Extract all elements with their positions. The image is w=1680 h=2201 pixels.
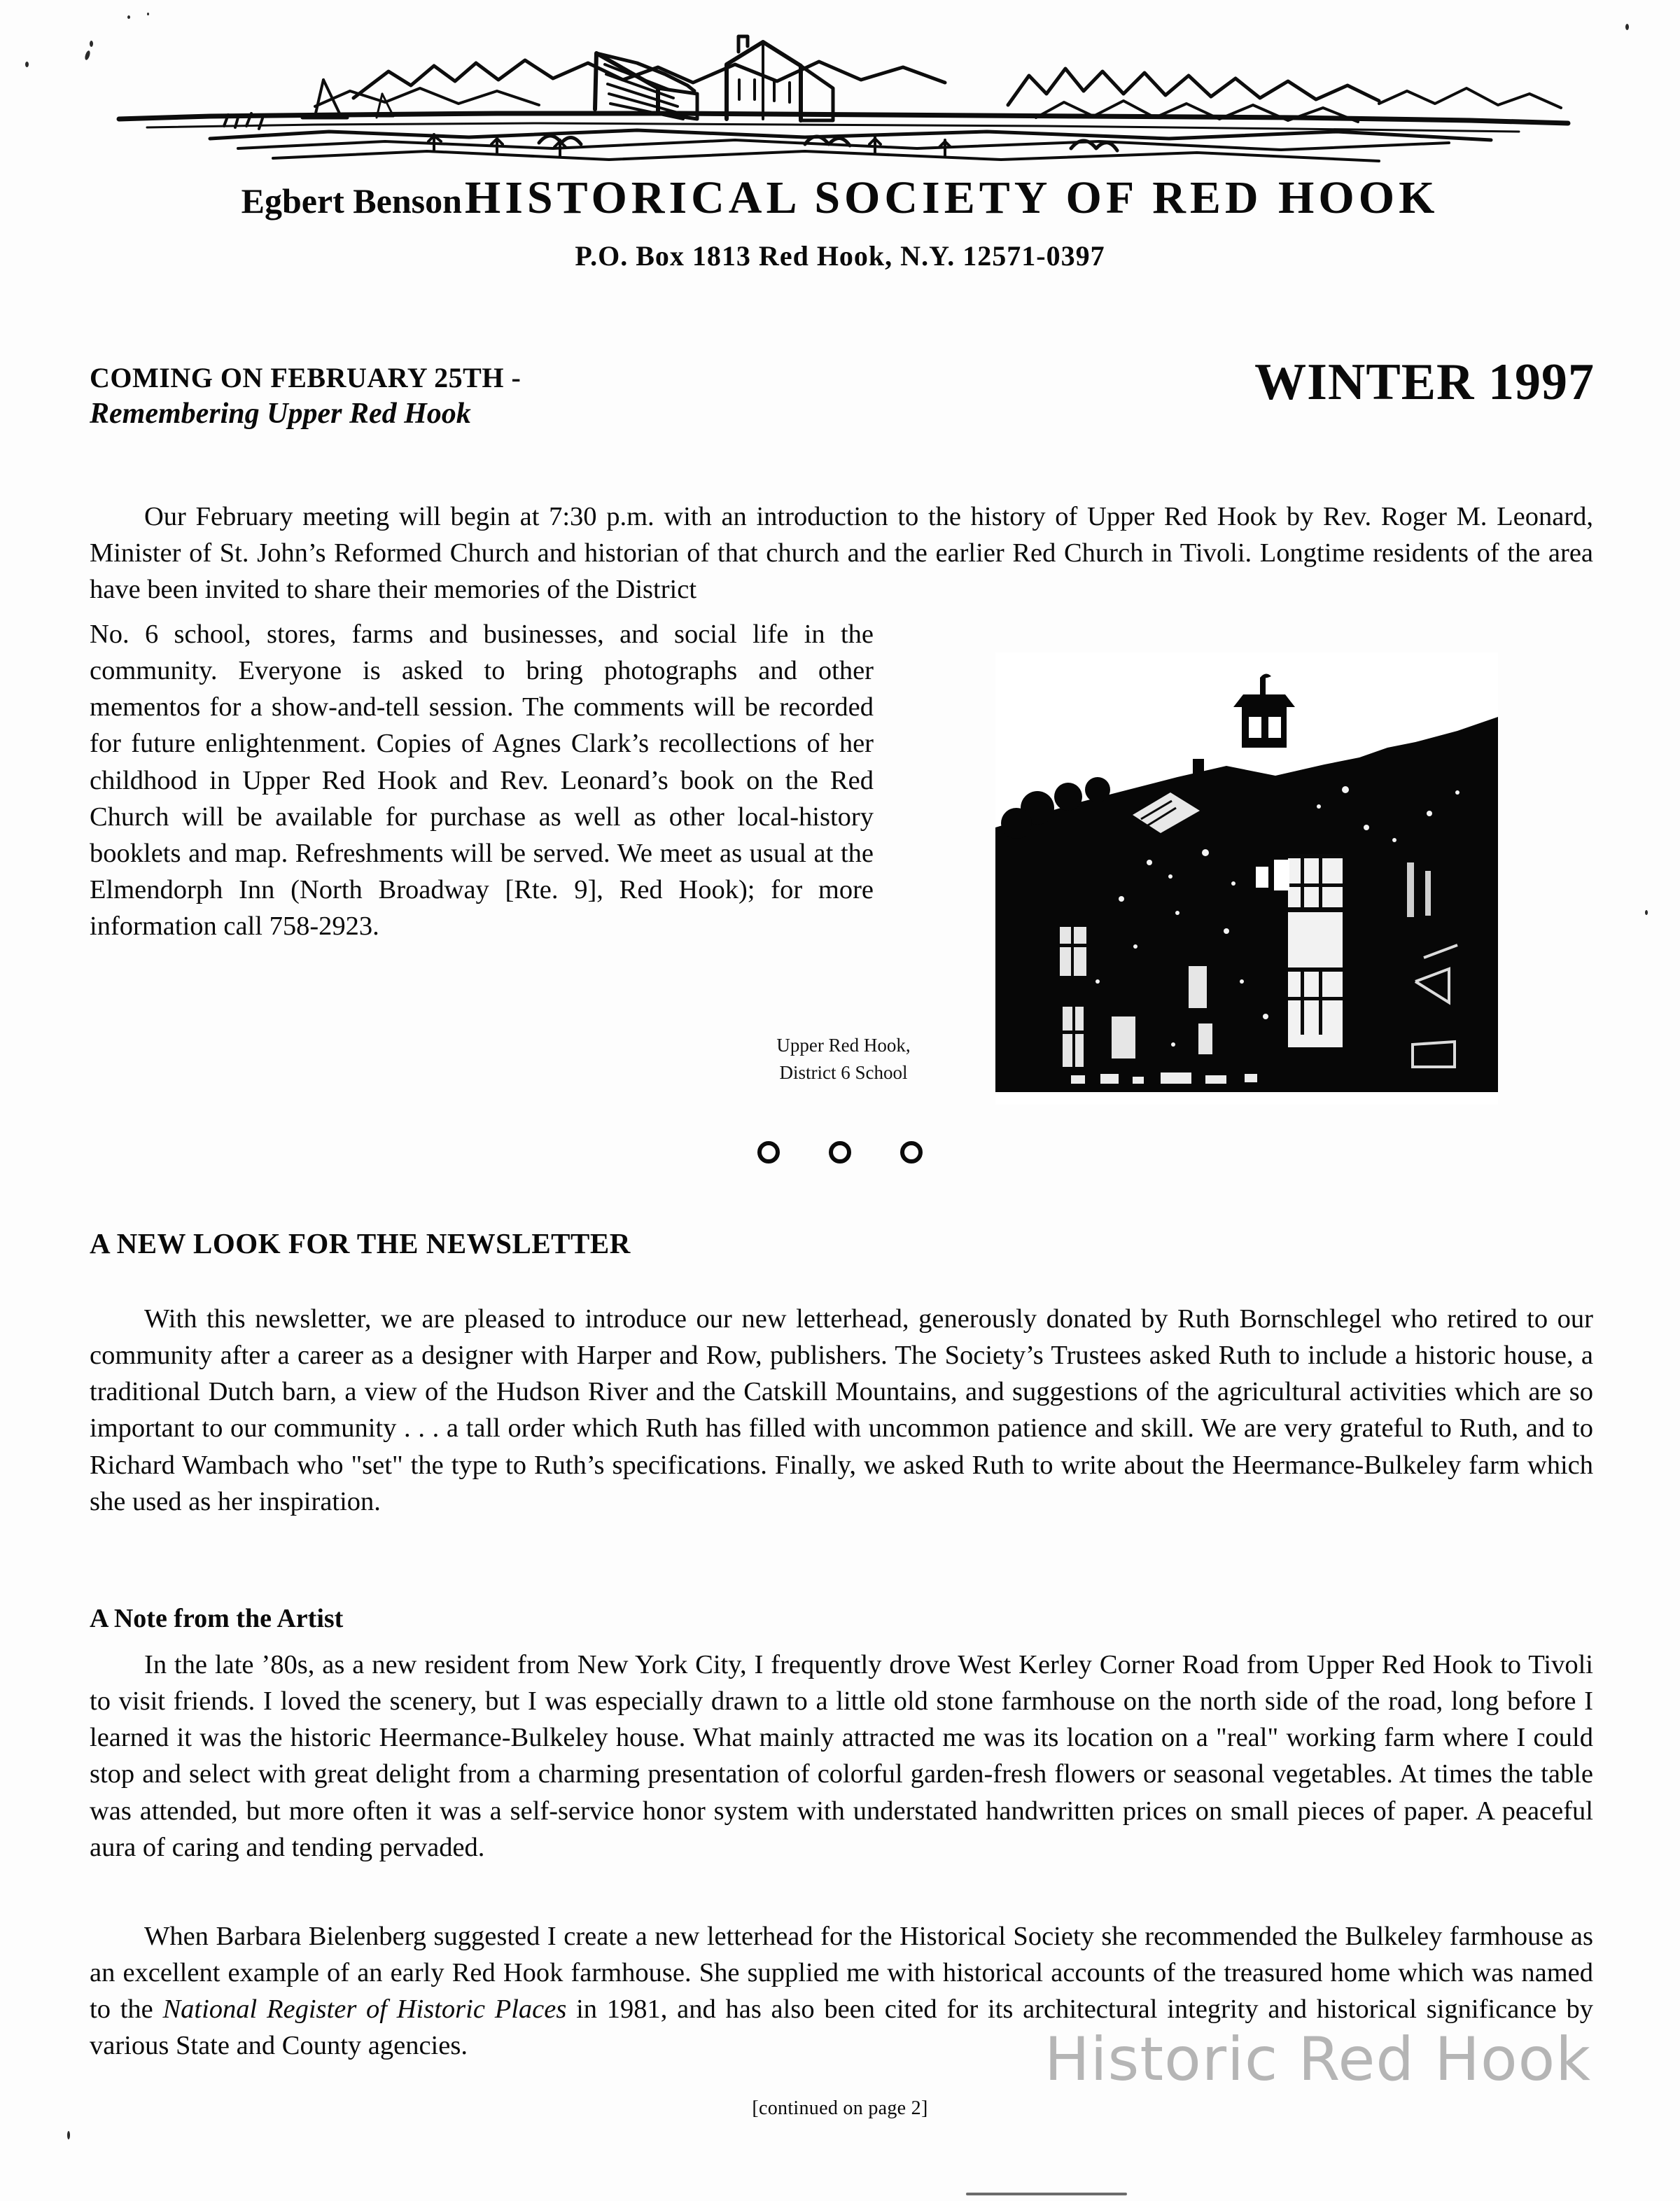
society-address: P.O. Box 1813 Red Hook, N.Y. 12571-0397 — [575, 240, 1105, 272]
society-name-line — [0, 172, 1680, 223]
headline-row — [90, 354, 1595, 452]
coming-event-date: COMING ON FEBRUARY 25TH - — [90, 362, 522, 393]
scan-speck — [84, 50, 91, 60]
scan-speck — [67, 2131, 70, 2139]
letterhead-engraving — [105, 21, 1582, 168]
photo-caption — [714, 1032, 973, 1086]
scan-speck — [127, 15, 130, 19]
lead-paragraph-wrapped: No. 6 school, stores, farms and businesses, and social life in the community. Everyone is asked to bring photographs and other mementos for a show-and-tell session. The comments will be recorded for future enlightenment. Copies of Agnes Clark’s recollections of her childhood in Upper Red Hook and Rev. Leonard’s book on the Red Church will be available for purchase as well as other local-history booklets and map. Refreshments will be served. We meet as usual at the Elmendorph Inn (North Broadway [Rte. 9], Red Hook); for more information call 758-2923. — [90, 620, 874, 942]
society-name-prefix: Egbert Benson — [241, 181, 462, 221]
issue-date: WINTER 1997 — [1254, 354, 1595, 411]
society-name: HISTORICAL SOCIETY OF RED HOOK — [464, 172, 1439, 223]
artist-note-text-post: in 1981, and has also been cited for its architectural integrity and historical significance by various State and County agencies. — [90, 1994, 1593, 2061]
divider-ring-icon — [757, 1141, 780, 1164]
coming-event-title: Remembering Upper Red Hook — [90, 398, 471, 431]
continued-notice: [continued on page 2] — [752, 2097, 928, 2119]
artist-note-text-pre: When Barbara Bielenberg suggested I create a new letterhead for the Historical Society she recommended the Bulkeley farmhouse as an excellent example of an early Red Hook farmhouse. She supplied me with historical accounts of the treasured home which was named to the — [90, 1922, 1593, 2025]
artist-note-paragraph-1: In the late ’80s, as a new resident from New York City, I frequently drove West Kerley Corner Road from Upper Red Hook to Tivoli to visit friends. I loved the scenery, but I was especially drawn to a little old stone farmhouse on the north side of the road, long before I learned it was the historic Heermance-Bulkeley house. What mainly attracted me was its location on a "real" working farm where I could stop and select with great delight from a charming presentation of colorful garden-fresh flowers or seasonal vegetables. At times the table was attended, but more often it was a self-service honor system with understated handwritten prices on small pieces of paper. A peaceful aura of caring and tending pervaded. — [90, 1650, 1593, 1862]
watermark: Historic Red Hook — [1044, 2025, 1592, 2095]
school-photograph — [995, 652, 1498, 1105]
national-register-title: National Register of Historic Places — [162, 1994, 567, 2025]
section-heading-new-look: A NEW LOOK FOR THE NEWSLETTER — [90, 1227, 631, 1259]
masthead — [0, 172, 1680, 272]
photo-caption-line2: District 6 School — [779, 1062, 908, 1084]
photo-caption-line1: Upper Red Hook, — [776, 1035, 911, 1056]
scan-speck — [147, 13, 149, 15]
section-heading-artist-note: A Note from the Artist — [90, 1604, 344, 1633]
section-body-new-look: With this newsletter, we are pleased to introduce our new letterhead, generously donated by Ruth Bornschlegel who retired to our community after a career as a designer with Harper and Row, publishers. The Society’s Trustees asked Ruth to include a historic house, a traditional Dutch barn, a view of the Hudson River and the Catskill Mountains, and suggestions of the agricultural activities which are so important to our community . . . a tall order which Ruth has filled with uncommon patience and skill. We are very grateful to Ruth, and to Richard Wambach who "set" the type to Ruth’s specifications. Finally, we asked Ruth to write about the Heermance-Bulkeley farm which she used as her inspiration. — [90, 1304, 1593, 1516]
lead-paragraph-full: Our February meeting will begin at 7:30 p.m. with an introduction to the history of Upper Red Hook by Rev. Roger M. Leonard, Minister of St. John’s Reformed Church and historian of that church and the earlier Red Church in Tivoli. Longtime residents of the area have been invited to share their memories of the District — [90, 502, 1593, 605]
scan-speck — [1625, 24, 1629, 30]
coming-event-headline — [90, 361, 521, 432]
divider-ring-icon — [829, 1141, 851, 1164]
scan-speck — [90, 41, 93, 47]
artist-note-paragraph-2 — [90, 1918, 1593, 2064]
section-divider — [0, 1141, 1680, 1164]
scan-speck — [1645, 910, 1648, 915]
scan-edge-mark — [966, 2193, 1127, 2195]
divider-ring-icon — [900, 1141, 923, 1164]
scan-speck — [25, 62, 29, 67]
